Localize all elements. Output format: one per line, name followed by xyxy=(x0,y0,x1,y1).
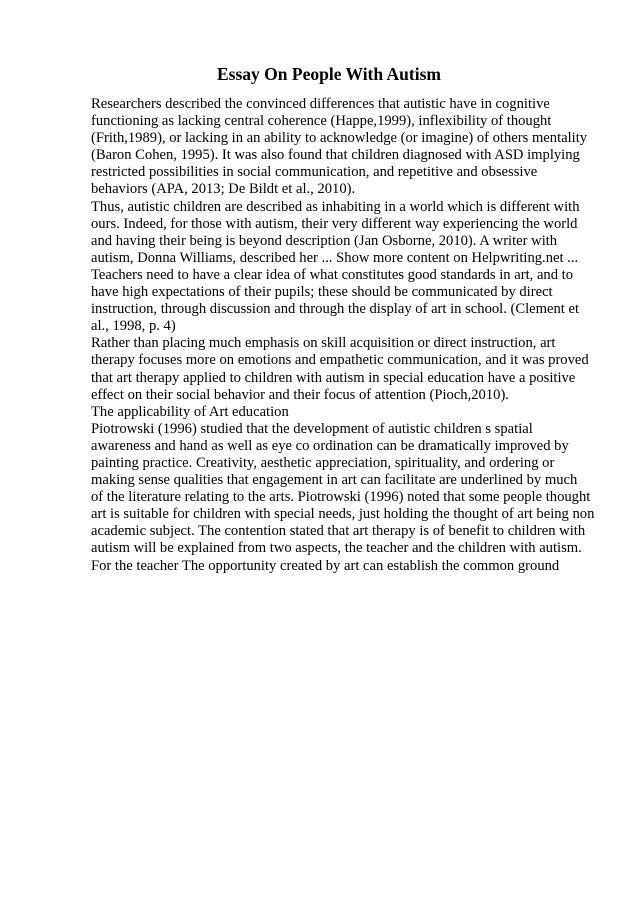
text-line: restricted possibilities in social communication, and repetitive and obsessive xyxy=(91,164,538,181)
text-line: autism, Donna Williams, described her ... Show more content on Helpwriting.net ... xyxy=(91,249,579,266)
text-line: therapy focuses more on emotions and empathetic communication, and it was proved xyxy=(91,352,589,369)
text-line: Teachers need to have a clear idea of what constitutes good standards in art, and to xyxy=(91,266,574,283)
text-line: autism will be explained from two aspects, the teacher and the children with autism. xyxy=(91,540,582,557)
text-line: Rather than placing much emphasis on skill acquisition or direct instruction, art xyxy=(91,335,556,352)
text-line: Thus, autistic children are described as inhabiting in a world which is different with xyxy=(91,198,580,215)
text-line: art is suitable for children with special needs, just holding the thought of art being non xyxy=(91,506,595,523)
text-line: functioning as lacking central coherence (Happe,1999), inflexibility of thought xyxy=(91,113,552,130)
text-line: academic subject. The contention stated that art therapy is of benefit to children with xyxy=(91,523,586,540)
text-line: Piotrowski (1996) studied that the development of autistic children s spatial xyxy=(91,420,533,437)
text-line: instruction, through discussion and through the display of art in school. (Clement et xyxy=(91,301,580,318)
text-line: awareness and hand as well as eye co ordination can be dramatically improved by xyxy=(91,437,569,454)
text-line: have high expectations of their pupils; these should be communicated by direct xyxy=(91,284,553,301)
text-line: Researchers described the convinced differences that autistic have in cognitive xyxy=(91,96,550,112)
text-line: ours. Indeed, for those with autism, their very different way experiencing the world xyxy=(91,215,578,232)
essay-body xyxy=(91,96,611,575)
text-line: of the literature relating to the arts. Piotrowski (1996) noted that some people thought xyxy=(91,489,591,506)
text-line: The applicability of Art education xyxy=(91,403,289,420)
text-line: and having their being is beyond description (Jan Osborne, 2010). A writer with xyxy=(91,232,558,249)
text-line: behaviors (APA, 2013; De Bildt et al., 2010). xyxy=(91,181,356,198)
text-line: al., 1998, p. 4) xyxy=(91,318,176,335)
text-line: (Frith,1989), or lacking in an ability to acknowledge (or imagine) of others mentality xyxy=(91,130,588,147)
text-line: that art therapy applied to children with autism in special education have a positive xyxy=(91,369,576,386)
document-title: Essay On People With Autism xyxy=(217,64,441,84)
text-line: For the teacher The opportunity created by art can establish the common ground xyxy=(91,557,560,574)
text-line: painting practice. Creativity, aesthetic appreciation, spirituality, and ordering or xyxy=(91,454,555,471)
text-line: making sense qualities that engagement in art can facilitate are underlined by much xyxy=(91,472,578,489)
text-line: effect on their social behavior and their focus of attention (Pioch,2010). xyxy=(91,386,509,403)
text-line: (Baron Cohen, 1995). It was also found that children diagnosed with ASD implying xyxy=(91,147,580,164)
